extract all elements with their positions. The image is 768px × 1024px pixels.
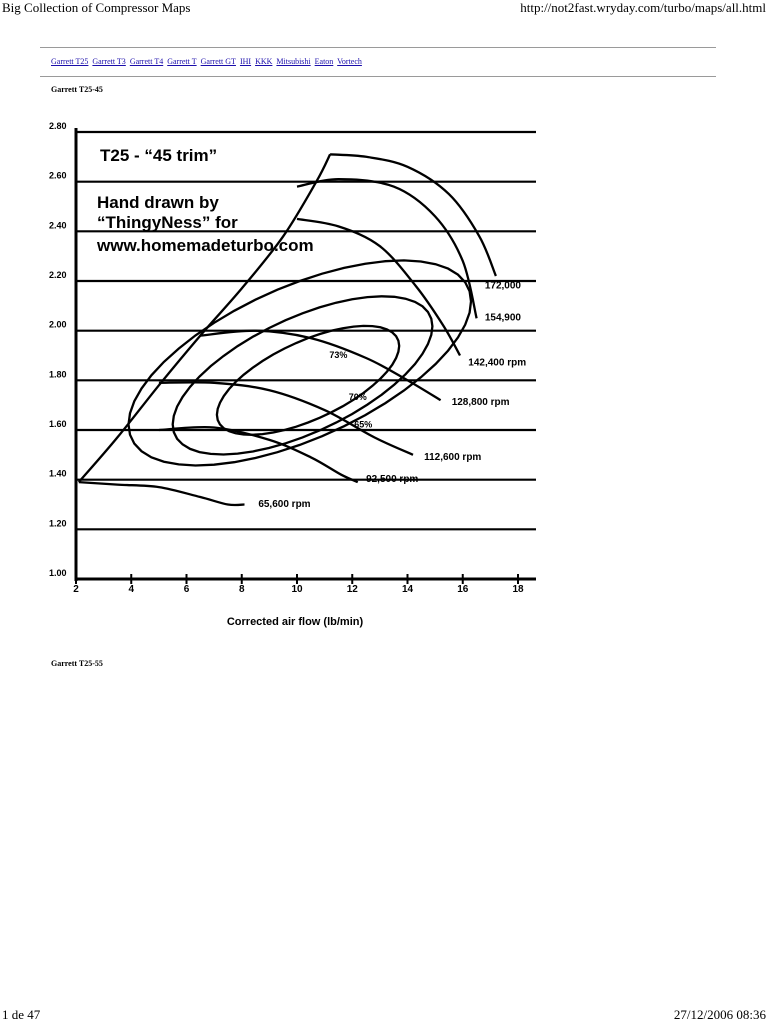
efficiency-label-0: 73% [329, 349, 348, 360]
nav-link-mitsubishi[interactable]: Mitsubishi [276, 57, 311, 66]
x-tick-label: 18 [512, 584, 524, 595]
section-title-t25-45: Garrett T25-45 [51, 85, 103, 94]
x-axis-label: Corrected air flow (lb/min) [226, 616, 364, 628]
section-title-t25-55: Garrett T25-55 [51, 659, 103, 668]
chart-subtitle-line-1: Hand drawn by [97, 193, 219, 212]
y-tick-label: 1.40 [49, 468, 67, 479]
nav-link-garrett-gt[interactable]: Garrett GT [200, 57, 236, 66]
x-tick-label: 6 [183, 584, 190, 595]
x-tick-label: 12 [346, 584, 358, 595]
x-tick-label: 4 [128, 584, 135, 595]
x-tick-label: 14 [401, 584, 414, 595]
page-header-title: Big Collection of Compressor Maps [2, 0, 191, 15]
nav-link-garrett-t3[interactable]: Garrett T3 [92, 57, 126, 66]
speed-line-label-2: 112,600 rpm [424, 451, 482, 463]
speed-line-6 [330, 154, 496, 276]
nav-link-garrett-t4[interactable]: Garrett T4 [129, 57, 164, 66]
speed-line-label-1: 92,500 rpm [366, 474, 419, 486]
nav-link-vortech[interactable]: Vortech [337, 57, 362, 66]
speed-line-4 [297, 219, 460, 356]
nav-link-ihi[interactable]: IHI [239, 57, 252, 66]
y-tick-label: 1.60 [49, 419, 67, 429]
efficiency-label-1: 70% [348, 392, 367, 403]
map-nav-links [51, 57, 364, 66]
x-tick-label: 10 [291, 584, 303, 595]
speed-line-label-6: 172,000 [484, 280, 522, 292]
chart-subtitle-line-2: “ThingyNess” for [97, 213, 238, 232]
y-tick-label: 2.40 [49, 220, 67, 231]
y-tick-label: 2.20 [49, 270, 67, 280]
speed-line-0 [79, 482, 245, 505]
y-tick-label: 1.00 [49, 568, 67, 578]
page-header-url: http://not2fast.wryday.com/turbo/maps/all.html [520, 0, 766, 15]
nav-link-garrett-t25[interactable]: Garrett T25 [51, 57, 89, 66]
nav-link-garrett-t[interactable]: Garrett T [167, 57, 197, 66]
efficiency-label-2: 65% [354, 419, 373, 430]
chart-subtitle-line-3: www.homemadeturbo.com [97, 236, 314, 255]
chart-title: T25 - “45 trim” [100, 146, 218, 165]
y-tick-label: 1.20 [49, 518, 67, 529]
y-tick-label: 1.80 [49, 369, 67, 380]
x-tick-label: 2 [73, 584, 79, 595]
speed-line-label-3: 128,800 rpm [451, 397, 510, 409]
speed-line-label-0: 65,600 rpm [258, 498, 311, 510]
y-tick-label: 2.60 [49, 170, 67, 181]
footer-page-number: 1 de 47 [2, 1007, 41, 1022]
y-tick-label: 2.80 [49, 121, 67, 131]
y-tick-label: 2.00 [49, 319, 67, 330]
speed-line-label-4: 142,400 rpm [468, 357, 527, 369]
speed-line-label-5: 154,900 [484, 312, 522, 324]
footer-date: 27/12/2006 08:36 [673, 1007, 766, 1022]
nav-link-eaton[interactable]: Eaton [314, 57, 334, 66]
x-tick-label: 8 [238, 584, 245, 595]
nav-divider [40, 76, 716, 77]
x-tick-label: 16 [457, 584, 469, 595]
compressor-map-chart [40, 110, 540, 635]
nav-link-kkk[interactable]: KKK [255, 57, 273, 66]
top-divider [40, 47, 716, 48]
